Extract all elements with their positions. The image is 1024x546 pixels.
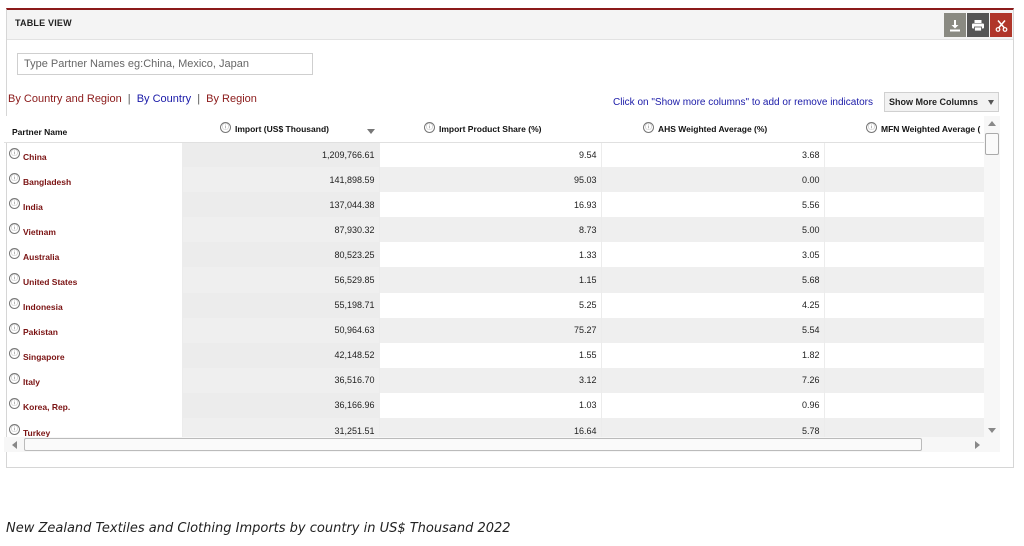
import-cell: 1,209,766.61 (182, 142, 379, 167)
share-cell: 16.93 (379, 192, 601, 217)
partner-cell (4, 393, 182, 418)
share-cell: 5.25 (379, 293, 601, 318)
partner-cell (4, 368, 182, 393)
info-icon[interactable]: ⓘ (868, 122, 875, 131)
chevron-down-icon (988, 100, 994, 105)
column-header-import-product-share[interactable]: ⓘ Import Product Share (%) (379, 116, 601, 142)
scissors-close-icon (995, 19, 1008, 32)
table-row (4, 293, 984, 318)
mfn-cell (824, 393, 984, 418)
share-cell: 95.03 (379, 167, 601, 192)
partner-name-link[interactable]: Korea, Rep. (23, 402, 71, 413)
mfn-cell (824, 142, 984, 167)
share-cell: 16.64 (379, 418, 601, 437)
print-button[interactable] (967, 13, 989, 37)
info-icon[interactable]: ⓘ (11, 148, 18, 157)
table-row (4, 267, 984, 292)
partner-name-link[interactable]: Singapore (23, 352, 65, 363)
import-cell: 80,523.25 (182, 242, 379, 267)
link-separator: | (127, 93, 131, 105)
ahs-cell: 3.68 (601, 142, 824, 167)
data-table (4, 116, 984, 437)
partner-name-link[interactable]: Turkey (23, 427, 51, 437)
import-cell: 56,529.85 (182, 267, 379, 292)
ahs-cell: 5.54 (601, 318, 824, 343)
table-row (4, 368, 984, 393)
vertical-scrollbar[interactable] (984, 116, 1000, 437)
by-region-link[interactable]: By Region (206, 93, 257, 105)
table-row (4, 192, 984, 217)
share-cell: 9.54 (379, 142, 601, 167)
column-header-ahs-weighted-average[interactable]: ⓘ AHS Weighted Average (%) (601, 116, 824, 142)
share-cell: 1.33 (379, 242, 601, 267)
ahs-cell: 5.56 (601, 192, 824, 217)
table-row (4, 418, 984, 437)
mfn-cell (824, 368, 984, 393)
partner-name-link[interactable]: China (23, 151, 47, 162)
info-icon[interactable]: ⓘ (11, 223, 18, 232)
import-cell: 42,148.52 (182, 343, 379, 368)
show-more-columns-dropdown[interactable] (884, 92, 999, 112)
partner-name-link[interactable]: Indonesia (23, 302, 63, 313)
close-button[interactable] (990, 13, 1012, 37)
info-icon[interactable]: ⓘ (11, 274, 18, 283)
info-icon[interactable]: ⓘ (11, 399, 18, 408)
mfn-cell (824, 343, 984, 368)
table-header-row (4, 116, 984, 142)
info-icon[interactable]: ⓘ (11, 248, 18, 257)
import-cell: 87,930.32 (182, 217, 379, 242)
column-header-import[interactable]: ⓘ Import (US$ Thousand) (182, 116, 379, 142)
ahs-cell: 7.26 (601, 368, 824, 393)
mfn-cell (824, 267, 984, 292)
horizontal-scrollbar[interactable] (4, 437, 1000, 452)
table-row (4, 167, 984, 192)
ahs-cell: 4.25 (601, 293, 824, 318)
sort-descending-icon[interactable] (367, 129, 375, 134)
view-links (8, 93, 257, 105)
ahs-cell: 1.82 (601, 343, 824, 368)
scroll-up-icon[interactable] (988, 121, 996, 126)
partner-name-link[interactable]: United States (23, 277, 78, 288)
partner-cell (4, 167, 182, 192)
panel-header (7, 10, 1013, 40)
vertical-scroll-thumb[interactable] (985, 133, 999, 155)
partner-cell (4, 217, 182, 242)
partner-cell (4, 418, 182, 437)
table-row (4, 242, 984, 267)
share-cell: 3.12 (379, 368, 601, 393)
info-icon[interactable]: ⓘ (11, 299, 18, 308)
ahs-cell: 3.05 (601, 242, 824, 267)
table-row (4, 217, 984, 242)
share-cell: 8.73 (379, 217, 601, 242)
by-country-link[interactable]: By Country (136, 93, 192, 105)
info-icon[interactable]: ⓘ (11, 324, 18, 333)
mfn-cell (824, 192, 984, 217)
info-icon[interactable]: ⓘ (11, 349, 18, 358)
partner-name-link[interactable]: Bangladesh (23, 176, 72, 187)
horizontal-scroll-thumb[interactable] (24, 438, 922, 451)
scroll-right-icon[interactable] (975, 441, 980, 449)
ahs-cell: 5.68 (601, 267, 824, 292)
import-cell: 31,251.51 (182, 418, 379, 437)
column-header-mfn-weighted-average[interactable]: ⓘ MFN Weighted Average ( (824, 116, 984, 142)
share-cell: 1.55 (379, 343, 601, 368)
partner-cell (4, 293, 182, 318)
download-button[interactable] (944, 13, 966, 37)
figure-caption: New Zealand Textiles and Clothing Imports by country in US$ Thousand 2022 (6, 521, 511, 536)
mfn-cell (824, 167, 984, 192)
partner-cell (4, 318, 182, 343)
mfn-cell (824, 242, 984, 267)
share-cell: 1.15 (379, 267, 601, 292)
import-cell: 141,898.59 (182, 167, 379, 192)
import-cell: 50,964.63 (182, 318, 379, 343)
partner-name-link[interactable]: India (23, 201, 43, 212)
partner-cell (4, 267, 182, 292)
download-icon (949, 19, 961, 32)
import-cell: 36,166.96 (182, 393, 379, 418)
ahs-cell: 5.00 (601, 217, 824, 242)
partner-name-link[interactable]: Pakistan (23, 327, 58, 338)
info-icon[interactable]: ⓘ (11, 198, 18, 207)
partner-cell (4, 343, 182, 368)
partner-cell (4, 192, 182, 217)
import-cell: 36,516.70 (182, 368, 379, 393)
import-cell: 137,044.38 (182, 192, 379, 217)
info-icon[interactable]: ⓘ (645, 122, 652, 131)
mfn-cell (824, 418, 984, 437)
print-icon (971, 19, 985, 32)
import-cell: 55,198.71 (182, 293, 379, 318)
info-icon[interactable]: ⓘ (11, 374, 18, 383)
scroll-left-icon[interactable] (12, 441, 17, 449)
show-more-columns-label: Show More Columns (889, 97, 979, 107)
ahs-cell: 5.78 (601, 418, 824, 437)
table-row (4, 343, 984, 368)
panel-title: TABLE VIEW (15, 18, 72, 28)
partner-cell (4, 142, 182, 167)
table-row (4, 142, 984, 167)
show-more-hint: Click on "Show more columns" to add or remove indicators (613, 97, 873, 108)
table-row (4, 318, 984, 343)
table-row (4, 393, 984, 418)
link-separator: | (197, 93, 201, 105)
mfn-cell (824, 293, 984, 318)
mfn-cell (824, 217, 984, 242)
by-country-and-region-link[interactable]: By Country and Region (8, 93, 122, 105)
info-icon[interactable]: ⓘ (11, 424, 18, 433)
scroll-down-icon[interactable] (988, 428, 996, 433)
partner-name-link[interactable]: Vietnam (23, 226, 56, 237)
share-cell: 75.27 (379, 318, 601, 343)
info-icon[interactable]: ⓘ (222, 122, 229, 131)
partner-name-link[interactable]: Italy (23, 377, 41, 388)
info-icon[interactable]: ⓘ (11, 173, 18, 182)
ahs-cell: 0.00 (601, 167, 824, 192)
partner-search-input[interactable] (17, 53, 313, 75)
partner-name-link[interactable]: Australia (23, 251, 60, 262)
info-icon[interactable]: ⓘ (426, 122, 433, 131)
column-header-partner-name[interactable]: Partner Name (4, 116, 182, 142)
ahs-cell: 0.96 (601, 393, 824, 418)
data-table-container (4, 116, 984, 437)
share-cell: 1.03 (379, 393, 601, 418)
partner-cell (4, 242, 182, 267)
mfn-cell (824, 318, 984, 343)
